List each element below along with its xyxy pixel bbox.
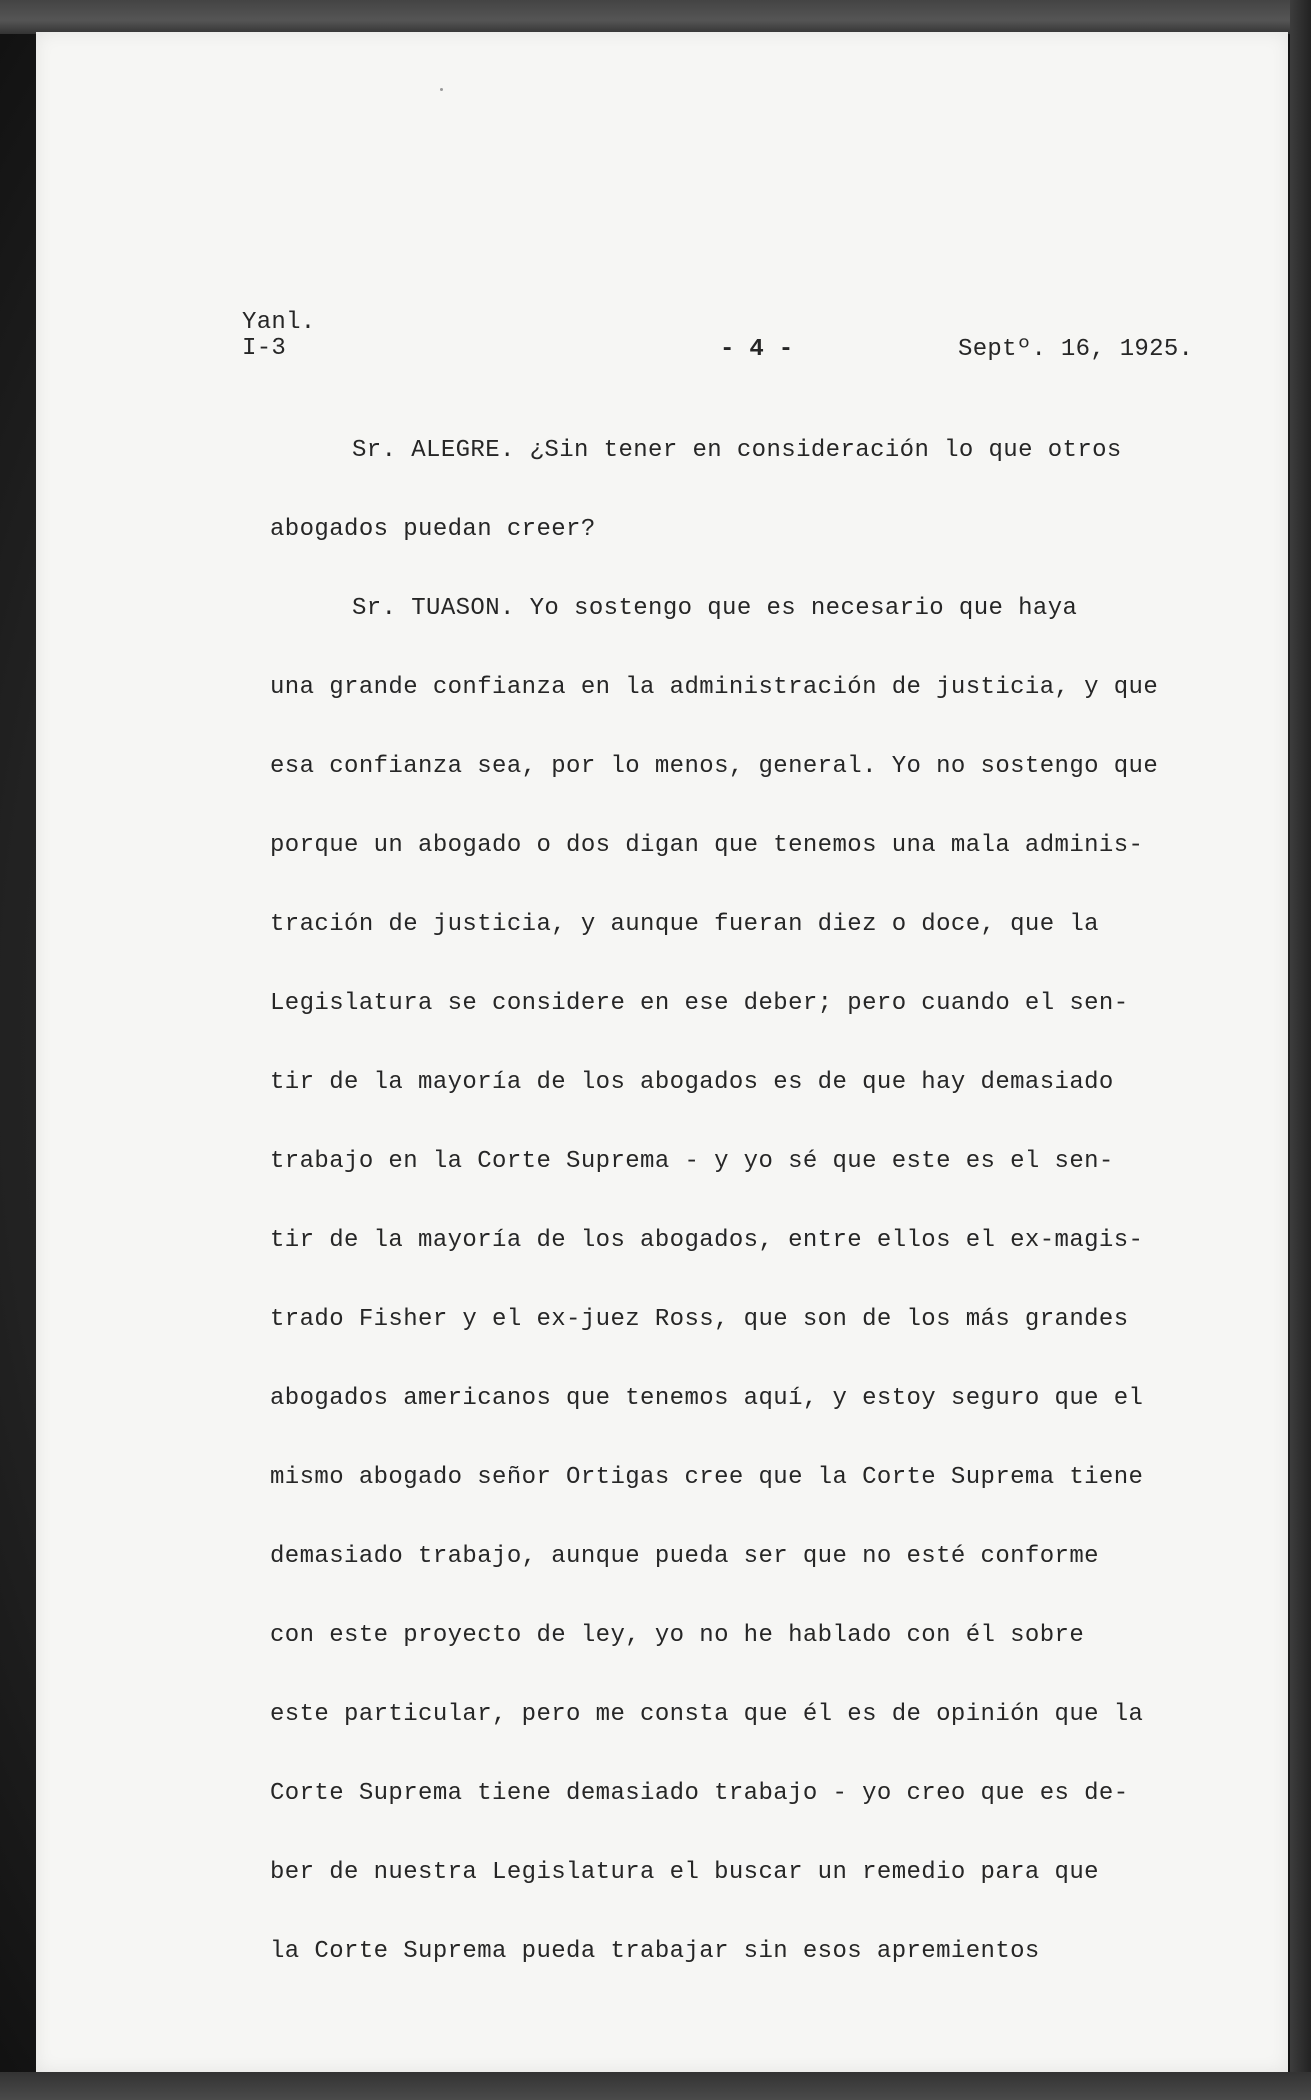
scan-border-bottom bbox=[0, 2072, 1311, 2100]
text-line: esa confianza sea, por lo menos, general. Yo no sostengo que bbox=[270, 753, 1159, 780]
page-number: - 4 - bbox=[720, 336, 794, 363]
text-line: tración de justicia, y aunque fueran diez o doce, que la bbox=[270, 911, 1099, 938]
reference-line-2: I-3 bbox=[242, 335, 287, 362]
text-line: la Corte Suprema pueda trabajar sin esos apremientos bbox=[270, 1938, 1040, 1965]
text-line: tir de la mayoría de los abogados es de que hay demasiado bbox=[270, 1069, 1114, 1096]
document-sheet bbox=[36, 32, 1288, 2072]
text-line: una grande confianza en la administración de justicia, y que bbox=[270, 674, 1159, 701]
document-reference bbox=[242, 310, 316, 362]
text-line: Legislatura se considere en ese deber; pero cuando el sen- bbox=[270, 990, 1129, 1017]
transcript-body bbox=[270, 437, 1200, 2017]
text-line: Sr. TUASON. Yo sostengo que es necesario que haya bbox=[352, 595, 1078, 622]
text-line: este particular, pero me consta que él es de opinión que la bbox=[270, 1701, 1144, 1728]
text-line: abogados puedan creer? bbox=[270, 516, 596, 543]
text-line: mismo abogado señor Ortigas cree que la Corte Suprema tiene bbox=[270, 1464, 1144, 1491]
text-line: demasiado trabajo, aunque pueda ser que no esté conforme bbox=[270, 1543, 1099, 1570]
scan-border-top bbox=[0, 0, 1311, 34]
text-line: ber de nuestra Legislatura el buscar un remedio para que bbox=[270, 1859, 1099, 1886]
text-line: abogados americanos que tenemos aquí, y estoy seguro que el bbox=[270, 1385, 1144, 1412]
text-line: tir de la mayoría de los abogados, entre ellos el ex-magis- bbox=[270, 1227, 1144, 1254]
text-line: Corte Suprema tiene demasiado trabajo - yo creo que es de- bbox=[270, 1780, 1129, 1807]
document-date: Septº. 16, 1925. bbox=[958, 336, 1194, 363]
paper-speck bbox=[440, 88, 443, 91]
reference-line-1: Yanl. bbox=[242, 309, 316, 336]
text-line: porque un abogado o dos digan que tenemos una mala adminis- bbox=[270, 832, 1144, 859]
text-line: Sr. ALEGRE. ¿Sin tener en consideración lo que otros bbox=[352, 437, 1122, 464]
text-line: trabajo en la Corte Suprema - y yo sé que este es el sen- bbox=[270, 1148, 1114, 1175]
scan-border-right bbox=[1290, 0, 1311, 2100]
text-line: con este proyecto de ley, yo no he hablado con él sobre bbox=[270, 1622, 1085, 1649]
text-line: trado Fisher y el ex-juez Ross, que son de los más grandes bbox=[270, 1306, 1129, 1333]
